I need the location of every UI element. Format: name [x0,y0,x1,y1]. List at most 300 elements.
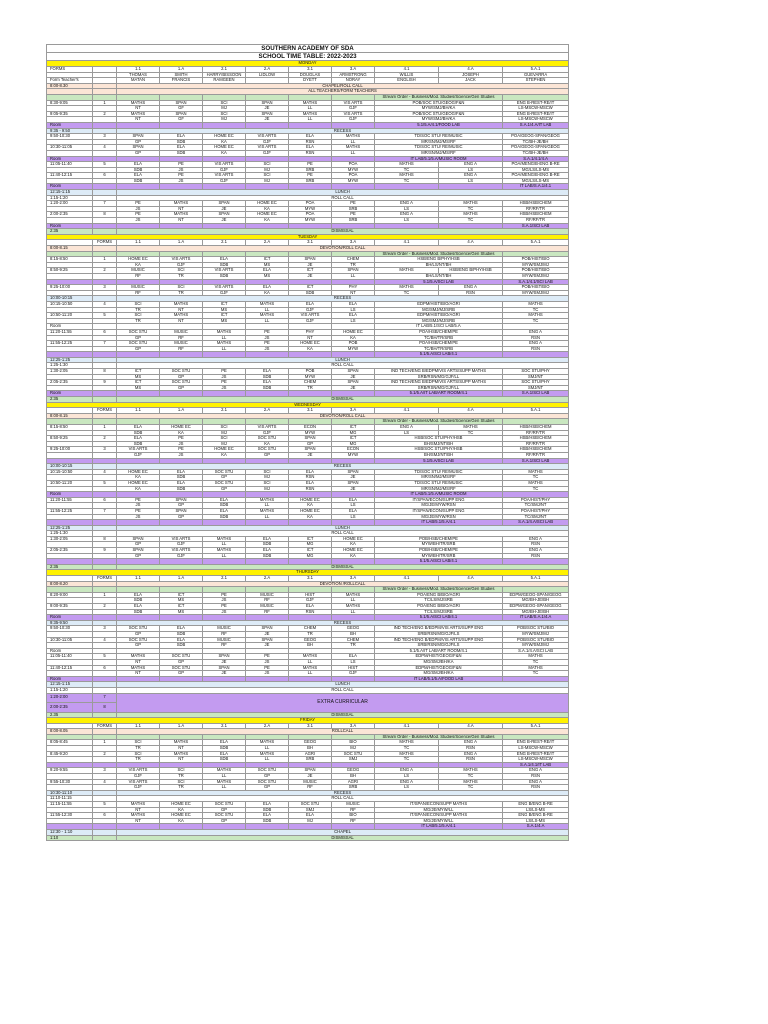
table-cell: BH [332,774,375,780]
stream-cell: 5.1/5.A/IT LAB/ART ROOM/4.1 [375,648,503,654]
stream-cell: MG/JE/MYW/RSN [375,503,503,509]
table-cell: SCI [117,751,160,757]
table-cell: MATHS [117,654,160,660]
table-cell: ICT [117,380,160,386]
table-cell: MUSIC [160,341,203,347]
table-cell: PE [289,162,332,168]
time-cell: 11:55-12:30 [47,813,93,819]
table-cell: LS-MSCW-MSCW [503,746,569,752]
table-cell: 3.A [332,576,375,582]
time-cell: 1:10 [47,835,93,841]
timetable-subtitle: SCHOOL TIME TABLE: 2022-2023 [47,53,569,61]
time-cell: 1:15-1:20 [47,195,93,201]
activity-cell: ROLL CALL [117,531,569,537]
table-cell: SMITH [160,72,203,78]
stream-cell: 5.1/5.A/SCI LAB [375,458,503,464]
table-cell: JE [203,659,246,665]
table-cell: SPAN [160,111,203,117]
table-cell: 3.A [332,67,375,73]
table-cell: ELA [203,257,246,263]
table-cell: SDB [117,178,160,184]
table-cell: 1.A [160,576,203,582]
table-cell: MJ [203,441,246,447]
table-cell: MATHS [503,480,569,486]
table-cell: SOC STU [246,447,289,453]
table-cell: HOME EC [203,134,246,140]
period-cell: 5 [93,162,117,168]
table-cell: 1.1 [117,723,160,729]
table-cell: ENG B/ENG B-RE [503,813,569,819]
time-cell: 8:00-8.15 [47,246,93,252]
time-cell: 12:25-1:25 [47,357,93,363]
table-cell: PE [117,497,160,503]
stream-cell: 5.1/5.A/SCI LAB/4.1 [375,615,503,621]
stream-cell: POA/ENG B/BIO/AGRI [375,592,503,598]
table-cell: HIST [332,665,375,671]
table-cell: S.A.1/4.1/4.A [503,156,569,162]
table-cell: TR [160,774,203,780]
period-cell: 4 [93,637,117,643]
table-cell: MATHS [160,313,203,319]
table-cell: SOC STU/PHY [503,369,569,375]
time-cell: 2:05-2:35 [47,548,93,554]
table-cell: TC [439,206,503,212]
table-cell: BH [289,643,332,649]
table-cell: GJF [160,262,203,268]
table-cell: MS [160,609,203,615]
table-cell: MATHS [160,751,203,757]
table-cell: ICT [246,257,289,263]
table-cell: ENG A [439,751,503,757]
day-band: WEDNESDAY [47,402,569,408]
table-cell: MATHS [503,665,569,671]
table-cell: SDB [117,430,160,436]
table-cell: ENG A [375,768,439,774]
timetable-row [47,45,569,53]
table-cell: HOME EC [332,536,375,542]
time-cell: 8:00-8.05 [47,729,93,735]
table-cell: VIS ARTS [203,268,246,274]
time-cell: Room [47,122,93,128]
period-cell: 2 [93,268,117,274]
time-cell: 10:30-11:10 [47,790,93,796]
table-cell: SDB [203,273,246,279]
table-cell: MS [117,385,160,391]
table-cell: 1.1 [117,576,160,582]
table-cell: KA [332,542,375,548]
table-cell: MUSIC [246,592,289,598]
table-cell: MATHS [503,301,569,307]
activity-cell: ALL TEACHERS/FORM TEACHERS [117,89,569,95]
table-cell: TR [117,746,160,752]
table-cell: LL [332,150,375,156]
table-cell: NT [160,307,203,313]
table-cell: IT LAB/S.A.1/4.1 [503,184,569,190]
table-cell: JE [332,385,375,391]
table-cell: ICT [289,268,332,274]
time-cell: 1:30-2:05 [47,369,93,375]
activity-cell: ROLL CALL [117,363,569,369]
table-cell: SCI [203,436,246,442]
table-cell: KA [160,430,203,436]
period-cell: 3 [93,626,117,632]
table-cell: LL [203,785,246,791]
stream-cell: POA/HSB/CHEM/PE [375,329,503,335]
stream-cell: IND TECH/ENG B/EDPM/VIS ARTS/SUPP ENG [375,637,503,643]
table-cell: LL [203,774,246,780]
table-cell: S.A.1/4.1/IT LAB [503,762,569,768]
table-cell: ENG B/ENG B-RE [503,802,569,808]
table-cell: BH [289,746,332,752]
table-cell: SCI [160,268,203,274]
table-cell: VIS ARTS [203,173,246,179]
table-cell: ELA [246,802,289,808]
table-cell: JS [117,514,160,520]
table-cell: CHEM [289,380,332,386]
stream-cell: MYW/BH/TR/SRB [375,553,503,559]
table-cell: MATHS [203,341,246,347]
time-cell: 1:15-1:20 [47,687,93,693]
table-cell: JE [332,486,375,492]
table-cell: MATHS [160,201,203,207]
extra-curricular-cell: EXTRA CURRICULAR [117,693,569,712]
stream-cell: MYW/SMJ/BH/KA [375,117,503,123]
table-cell: MATHS [503,654,569,660]
table-cell: PHY [332,285,375,291]
table-cell: POB/HIST/BIO [503,268,569,274]
table-cell: TR [117,318,160,324]
table-cell: LL [332,139,375,145]
table-cell: SDB [160,139,203,145]
table-cell: LL [246,757,289,763]
stream-cell: IT LAB/5.1/5.A/MUSIC ROOM [375,492,503,498]
table-cell: VIS ARTS [203,285,246,291]
table-cell: PE [160,436,203,442]
table-cell: POA/GEOG-SPAN/GEOG [503,145,569,151]
table-cell: NT [160,746,203,752]
table-cell: MATHS [375,268,439,274]
table-cell: GEOG [332,768,375,774]
table-cell: SOC STU [332,751,375,757]
time-cell: 10:30-11:05 [47,145,93,151]
time-cell: 1:20-2:00 [47,693,93,703]
table-cell: MJ [289,818,332,824]
table-cell: MUSIC [332,802,375,808]
table-cell: MYW [332,452,375,458]
time-cell: 8:05-8:45 [47,740,93,746]
table-cell: 4.1 [375,67,439,73]
table-cell: HOME EC [246,212,289,218]
table-cell: 4.1 [375,576,439,582]
stream-cell: TC/BH/TR/SRB [375,346,503,352]
table-cell: NT [160,206,203,212]
time-cell: 11:10-11:15 [47,796,93,802]
table-cell: EDPM/GEOG-SPAN/GEOG [503,592,569,598]
table-cell: LS [439,178,503,184]
table-cell: LL [246,514,289,520]
table-cell: JS [246,335,289,341]
table-cell: RSN [503,774,569,780]
activity-cell: DEVOTION/ROLL CALL [117,246,569,252]
table-cell: RF/RF/TR [503,452,569,458]
table-cell: MUSIC [246,604,289,610]
table-cell: SCI [246,480,289,486]
table-cell: WILLIS [375,72,439,78]
table-cell: GJF [332,106,375,112]
period-cell: 3 [93,285,117,291]
table-cell: SCI [117,313,160,319]
table-cell: POB/HIST/BIO [503,257,569,263]
table-cell: SPAN [289,447,332,453]
time-cell: Form Teacher's [47,78,93,84]
table-cell: SCI [160,768,203,774]
table-cell: MG [332,430,375,436]
table-cell: JS [117,503,160,509]
table-cell: KA [289,503,332,509]
table-cell: MATHS [246,313,289,319]
table-cell: MUSIC [203,637,246,643]
period-cell: FORMS [93,408,117,414]
table-cell: GP [160,671,203,677]
table-cell: HSB/HSB/CHEM [503,201,569,207]
table-cell: 2.1 [203,240,246,246]
time-cell: 12:15-1:15 [47,682,93,688]
table-cell: SOC STU [117,329,160,335]
table-cell: NT [117,117,160,123]
table-cell: RF/RF/TR [503,441,569,447]
stream-cell: EDPM/HIST/GEOG/F&N [375,654,503,660]
time-cell: Room [47,184,93,190]
time-cell: Room [47,492,93,498]
table-cell: VIS ARTS [289,313,332,319]
time-cell: 9:35 - 9:50 [47,128,93,134]
table-cell: GJF [117,774,160,780]
table-cell: SOC STU [246,768,289,774]
stream-cell: 5.1/5.A/SCI LAB [375,279,503,285]
table-cell: HOME EC [289,508,332,514]
table-cell: JS [160,452,203,458]
time-cell: 2:00-2:35 [47,703,93,713]
table-cell: PE [117,212,160,218]
table-cell: PE [117,508,160,514]
table-cell: MJ [246,167,289,173]
stream-cell: IT LAB/5.1/SCI LAB/5.A [375,324,503,330]
table-cell: MG/LS/LS-MS [503,178,569,184]
table-cell: THOMAS [117,72,160,78]
table-cell: POA/GEOG-SPAN/GEOG [503,134,569,140]
time-cell: 11:20-11:55 [47,329,93,335]
table-cell: SRB [289,757,332,763]
table-cell: 1.A [160,67,203,73]
table-cell: LL [332,273,375,279]
table-cell: ICT [160,604,203,610]
table-cell: MATHS [117,802,160,808]
stream-cell: MG/JE/MYW/LL [375,807,503,813]
period-cell: 6 [93,813,117,819]
table-cell: HOME EC [160,813,203,819]
table-cell: ENG B-REST-RE/IT [503,100,569,106]
table-cell: GP [160,514,203,520]
table-cell: JS [203,374,246,380]
table-cell: MYW [289,430,332,436]
table-cell: ELA [332,654,375,660]
table-cell: GP [203,475,246,481]
table-cell: 2.A [246,723,289,729]
time-cell: 9:20-9:55 [47,768,93,774]
table-cell: LL [332,609,375,615]
stream-cell: IND TECH/ENG B/EDPM/VIS ARTS/SUPP MATHS [375,380,503,386]
table-cell: SCI [203,425,246,431]
time-cell: 8:20-9:00 [47,592,93,598]
table-cell: 4.A [439,723,503,729]
table-cell: MATHS [289,665,332,671]
table-cell: MATHS [375,740,439,746]
stream-cell: SRB/RSN/MG/GJF/LL [375,385,503,391]
table-cell: GP [117,643,160,649]
table-cell: JE [289,273,332,279]
table-cell: ELA [332,497,375,503]
table-cell: ENG A [503,341,569,347]
table-cell: GEOG [289,740,332,746]
table-cell: S.A.1/4.A [503,824,569,830]
stream-cell: MR/SN/MJ/MS/RF [375,139,503,145]
stream-cell: MR/SN/MJ/MS/RF [375,150,503,156]
stream-cell: Stream Order - Business/Mod. Studies/Science/Gen Studies [375,419,503,425]
time-cell: Room [47,156,93,162]
time-cell: 10:30-11:05 [47,637,93,643]
stream-cell: 5.1/5.A/SCI LAB/4.1 [375,559,503,565]
table-cell: SRB [289,167,332,173]
table-cell: GEOG [289,637,332,643]
stream-cell: POB/SOC STU/GEOG/F&N [375,100,503,106]
table-cell: 3.A [332,240,375,246]
table-cell: SRB [332,785,375,791]
period-cell [93,835,117,841]
table-cell: MATHS [332,134,375,140]
stream-cell: Stream Order - Business/Mod. Studies/Science/Gen Studies [375,251,503,257]
table-cell: STEPHEN [503,78,569,84]
stream-cell: IT/SPAN/ECON/SUPP MATHS [375,813,503,819]
table-cell: 3.1 [289,723,332,729]
table-cell: GJF [246,150,289,156]
table-cell: 2.1 [203,576,246,582]
table-cell: MATHS [246,508,289,514]
period-cell: 8 [93,212,117,218]
table-cell: JS [203,385,246,391]
table-cell: TR [289,631,332,637]
table-cell: SOC STU [246,436,289,442]
time-cell: 11:05-11:40 [47,654,93,660]
table-cell: GP [117,139,160,145]
table-cell: TC [439,430,503,436]
table-cell: LS [332,659,375,665]
table-cell: HOME EC [203,447,246,453]
table-cell: ELA [160,637,203,643]
time-cell: Room [47,676,93,682]
table-cell: MUSIC [160,329,203,335]
table-cell: 2.1 [203,408,246,414]
table-cell: MATHS [203,548,246,554]
table-cell: ENG A [503,536,569,542]
table-cell: FRANCIS [160,78,203,84]
table-cell: RSN [289,475,332,481]
table-cell: ELA [203,751,246,757]
table-cell: JE [246,643,289,649]
time-cell: 2:35 [47,564,93,570]
table-cell: TC [375,178,439,184]
table-cell: 5.A.1 [503,408,569,414]
stream-cell: TD/SOC STU/ RE/MUSIC [375,480,503,486]
table-cell: ENG A [375,201,439,207]
table-cell: KA [246,290,289,296]
timetable-row [47,693,569,703]
time-cell: 8:50-9:25 [47,436,93,442]
period-cell: 5 [93,654,117,660]
stream-cell: HSB/ENG B/PHY/HSB [375,257,503,263]
stream-cell: MG/SMJ/MJ/SRB [375,307,503,313]
table-cell: ELA [246,369,289,375]
table-cell: TC [503,475,569,481]
table-cell: HOME EC [203,145,246,151]
table-cell: MATHS [289,111,332,117]
table-cell: SPAN [117,548,160,554]
table-cell: POA [332,173,375,179]
table-cell: SPAN [332,369,375,375]
table-cell: LL [203,542,246,548]
table-cell: RF [332,807,375,813]
table-cell: SPAN [332,380,375,386]
table-cell: TR [160,785,203,791]
table-cell: MATHS [289,100,332,106]
table-cell: TC [439,785,503,791]
table-cell: JS [117,206,160,212]
period-cell: 6 [93,665,117,671]
table-cell: MG [289,542,332,548]
table-cell: HARRY/BISSOON [203,72,246,78]
table-cell: AGRI [332,779,375,785]
table-cell: MS [246,262,289,268]
table-cell: JE [246,106,289,112]
table-cell: LS [375,785,439,791]
table-cell: MATHS [503,313,569,319]
table-cell: SRB [332,206,375,212]
table-cell: JE [246,631,289,637]
table-cell: GF [160,117,203,123]
table-cell: 4.A [439,240,503,246]
table-cell: SCI [117,740,160,746]
table-cell: 4.A [439,408,503,414]
table-cell: SDB [203,262,246,268]
time-cell: FORMS [47,67,93,73]
table-cell: KA [117,475,160,481]
table-cell: CHEM [289,626,332,632]
table-cell: ICT [332,425,375,431]
stream-cell: 5.1/5.A/SCI LAB/4.1 [375,352,503,358]
table-cell: NT [117,818,160,824]
table-cell: MATAN [117,78,160,84]
table-cell: ELA [289,604,332,610]
table-cell: 3.1 [289,67,332,73]
table-cell: SDB [246,374,289,380]
table-cell: 3.A [332,723,375,729]
table-cell: DOUGLAS [289,72,332,78]
table-cell: SPAN [289,768,332,774]
time-cell: 8:00-8.15 [47,413,93,419]
stream-cell: TD/SOC STU/ RE/MUSIC [375,469,503,475]
table-cell: GP [117,542,160,548]
table-cell: SDB [117,441,160,447]
period-cell: 7 [93,693,117,703]
